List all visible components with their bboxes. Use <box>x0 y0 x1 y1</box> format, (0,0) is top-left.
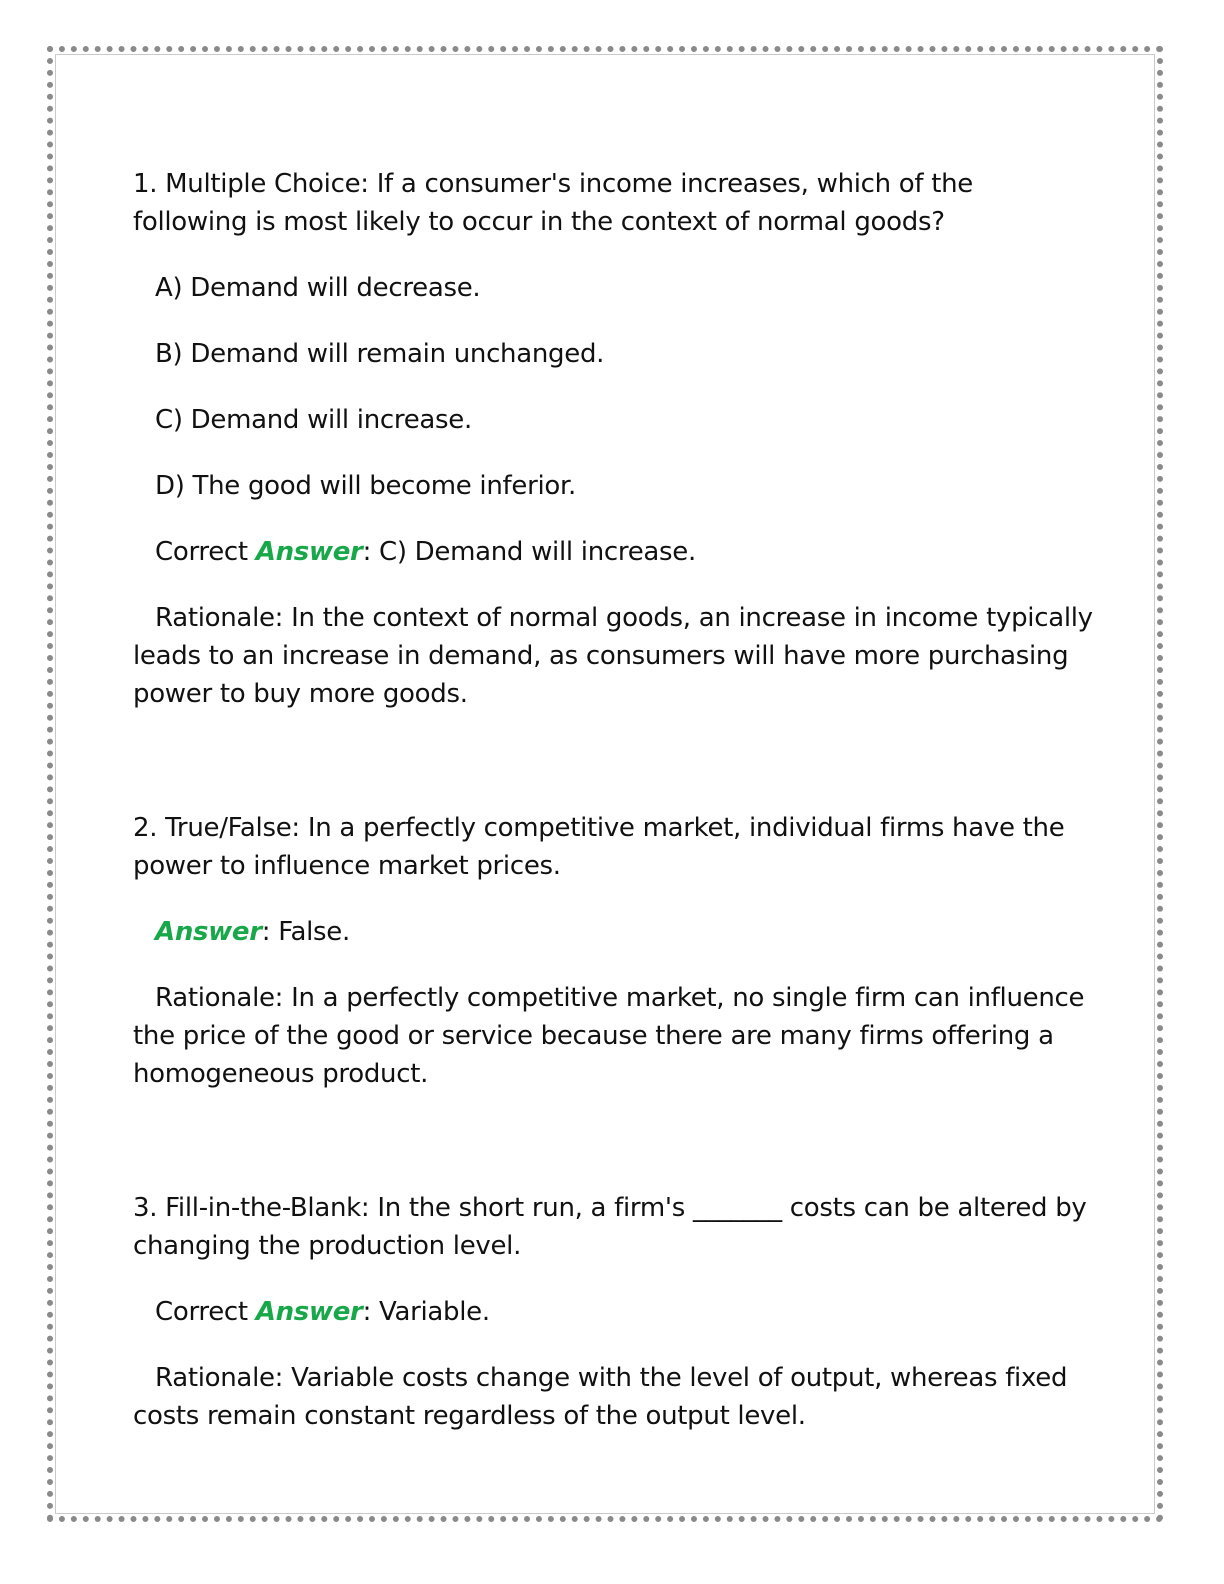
answer-prefix: Correct <box>155 1297 256 1327</box>
answer-word: Answer <box>155 917 262 947</box>
question-1-rationale: Rationale: In the context of normal goods, an increase in income typically leads to an increase in demand, as consumers will have more purchasing power to buy more goods. <box>133 603 1093 709</box>
question-3-rationale: Rationale: Variable costs change with the level of output, whereas fixed costs remain constant regardless of the output level. <box>133 1363 1068 1431</box>
answer-word: Answer <box>255 537 363 567</box>
question-1-option-d: D) The good will become inferior. <box>155 471 576 501</box>
question-2 <box>133 809 1093 1093</box>
question-3 <box>133 1189 1093 1435</box>
question-2-text: 2. True/False: In a perfectly competitive market, individual firms have the power to influence market prices. <box>133 813 1065 881</box>
question-1-option-b: B) Demand will remain unchanged. <box>155 339 605 369</box>
document-content <box>133 165 1093 1435</box>
question-2-answer <box>133 913 1093 951</box>
answer-value: : Variable. <box>362 1297 490 1327</box>
question-2-rationale: Rationale: In a perfectly competitive market, no single firm can influence the price of the good or service because there are many firms offering a homogeneous product. <box>133 983 1085 1089</box>
question-3-answer <box>133 1293 1093 1331</box>
question-1-text: 1. Multiple Choice: If a consumer's income increases, which of the following is most likely to occur in the context of normal goods? <box>133 169 974 237</box>
question-1-option-a: A) Demand will decrease. <box>155 273 481 303</box>
answer-word: Answer <box>255 1297 363 1327</box>
question-1-option-c: C) Demand will increase. <box>155 405 472 435</box>
question-1 <box>133 165 1093 713</box>
answer-prefix: Correct <box>155 537 256 567</box>
answer-value: : C) Demand will increase. <box>362 537 696 567</box>
answer-value: : False. <box>261 917 350 947</box>
question-3-text: 3. Fill-in-the-Blank: In the short run, a firm's _______ costs can be altered by changing the production level. <box>133 1193 1087 1261</box>
question-1-answer <box>133 533 1093 571</box>
